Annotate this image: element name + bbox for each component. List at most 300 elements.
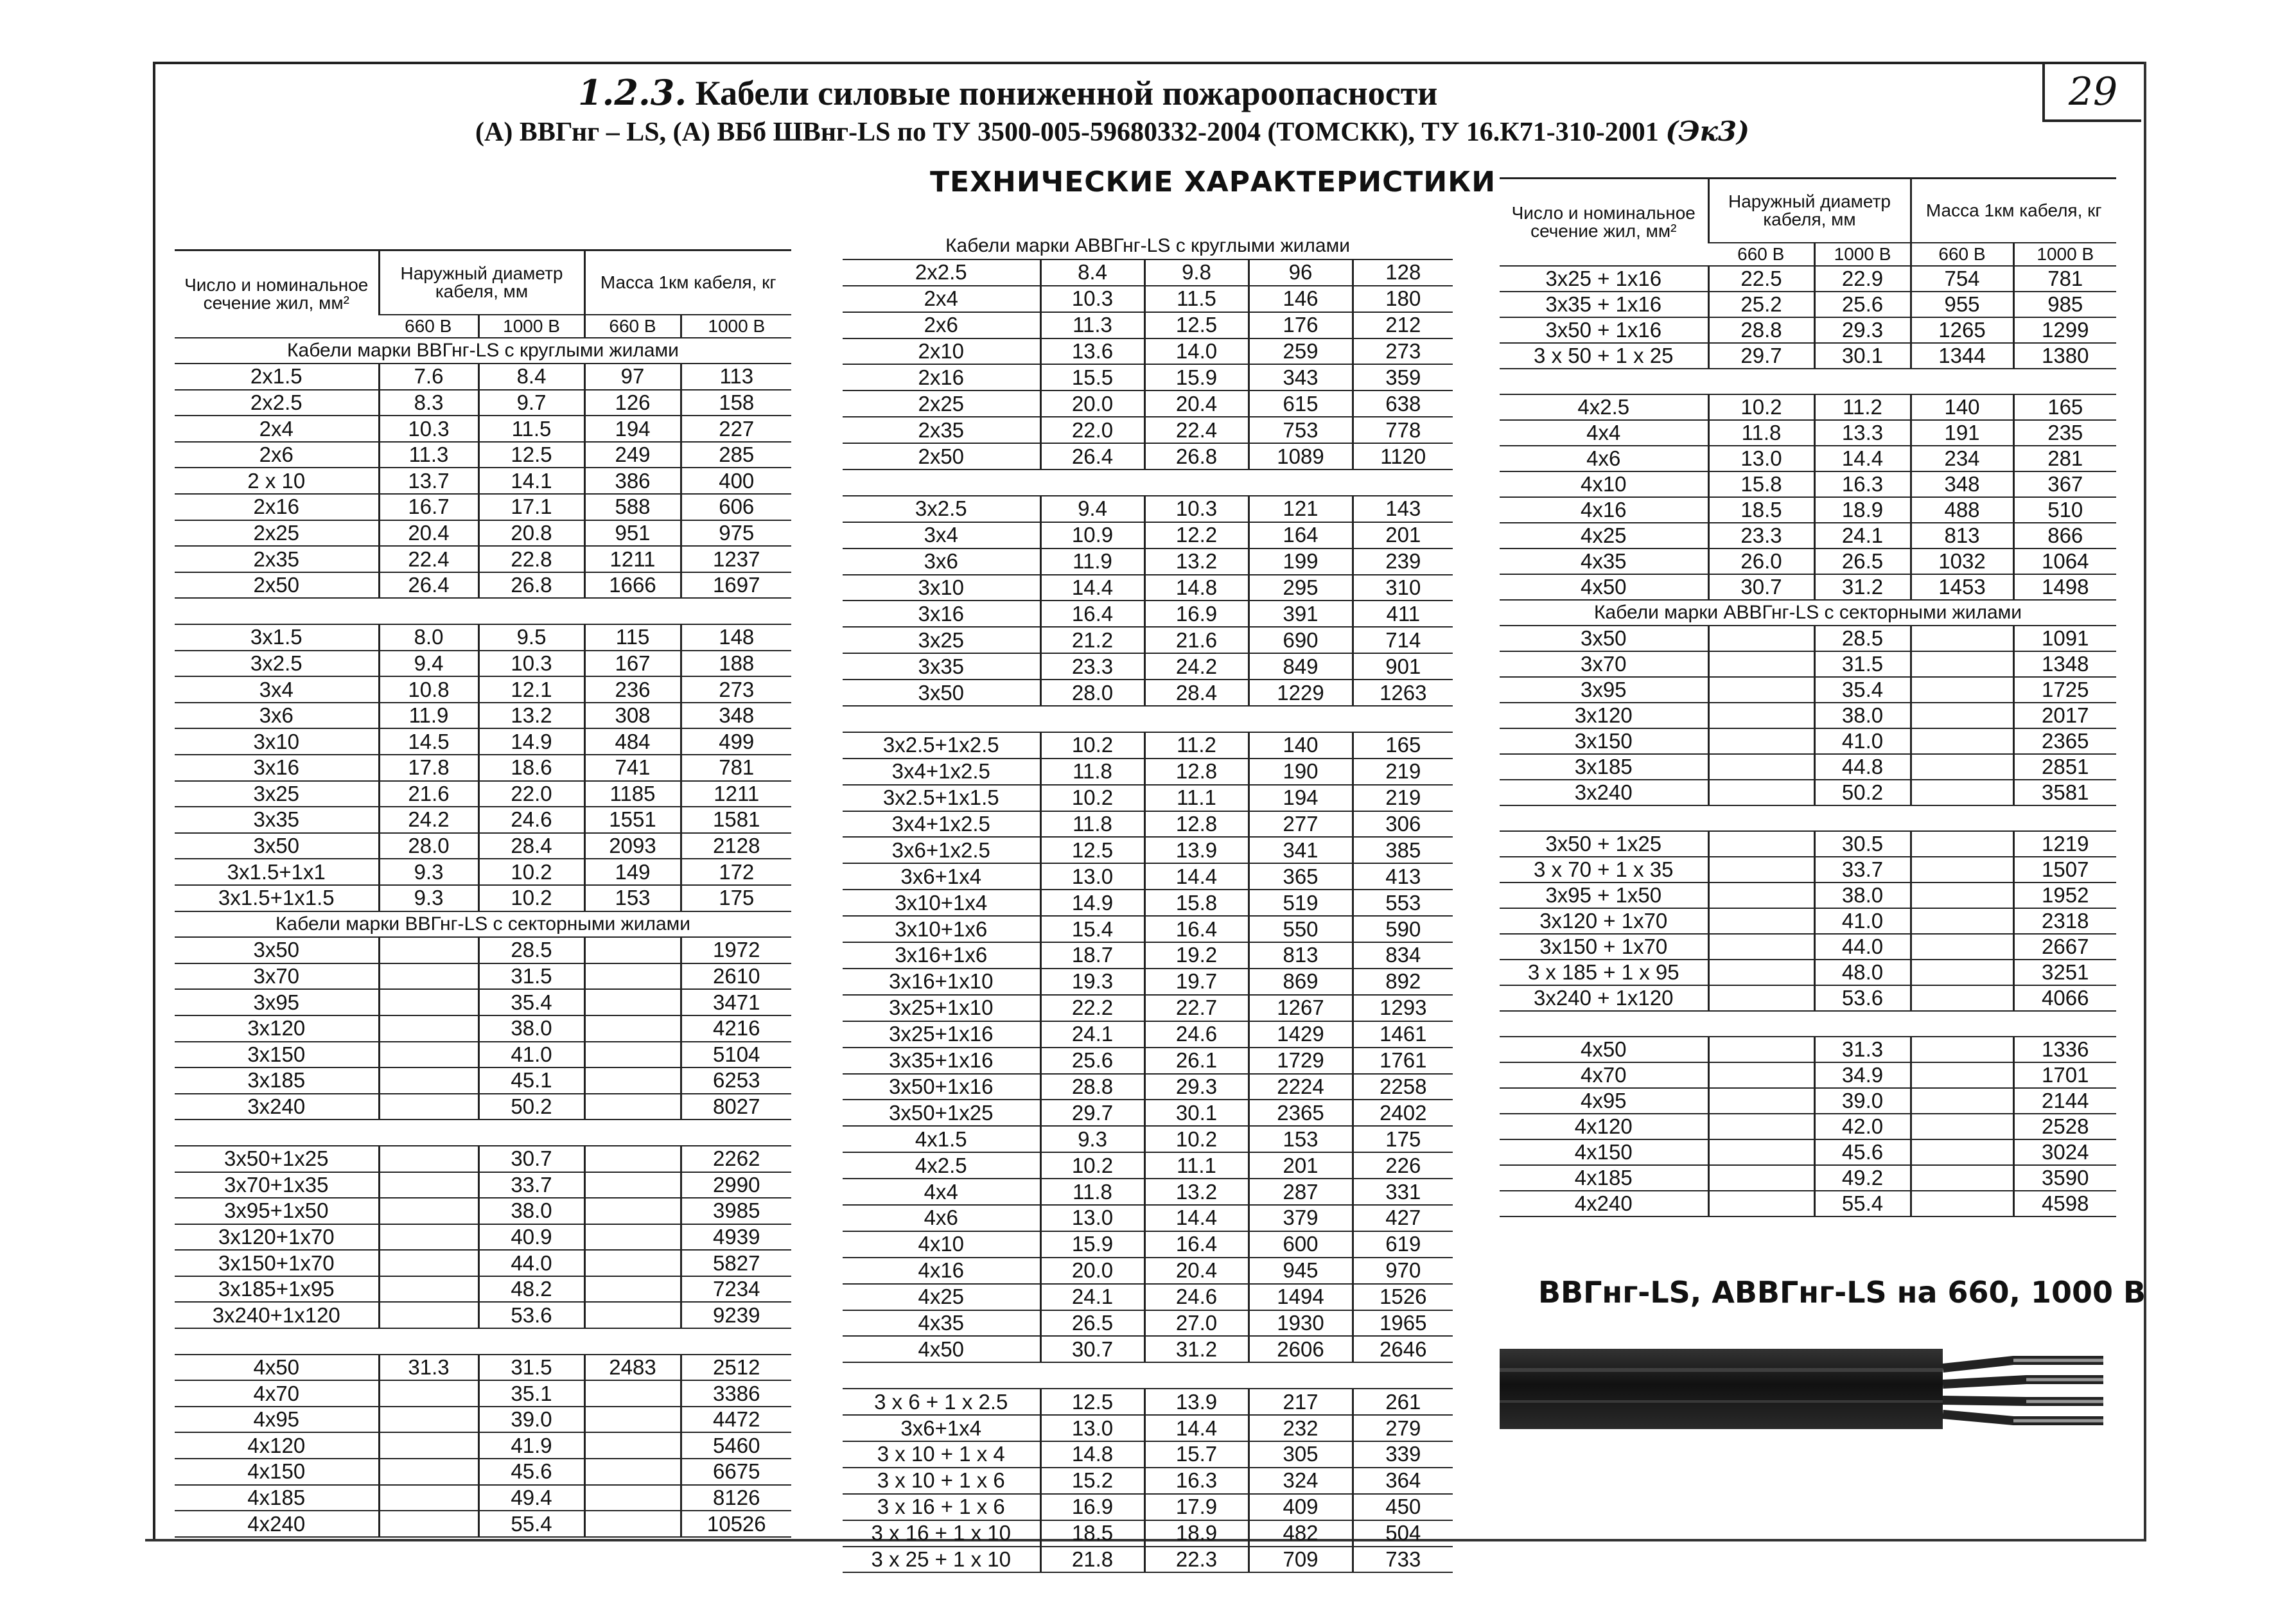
cell-diameter-1000 — [478, 1120, 584, 1146]
table-row — [843, 627, 1453, 653]
cell-diameter-1000: 14.4 — [1814, 446, 1911, 471]
cell-mass-1000: 2528 — [2013, 1114, 2116, 1139]
cell-diameter-1000: 24.6 — [1144, 1284, 1249, 1310]
cell-mass-1000 — [681, 1328, 791, 1355]
table-row — [175, 1146, 791, 1172]
cell-diameter-1000: 38.0 — [1814, 703, 1911, 728]
cell-diameter-1000: 33.7 — [478, 1172, 584, 1199]
cell-mass-1000: 1952 — [2013, 883, 2116, 908]
cell-section: 3x35+1x16 — [843, 1048, 1040, 1074]
cell-diameter-660: 15.2 — [1040, 1468, 1144, 1494]
cell-section: 2x4 — [843, 286, 1040, 312]
cell-diameter-1000: 49.4 — [478, 1485, 584, 1511]
cell-diameter-660: 17.8 — [379, 755, 478, 781]
cell-diameter-660 — [379, 598, 478, 624]
cell-diameter-1000 — [1144, 1362, 1249, 1389]
section-label: Кабели марки АВВГнг-LS с круглыми жилами — [843, 234, 1453, 259]
cell-mass-660 — [1911, 369, 2013, 394]
cell-mass-660: 754 — [1911, 266, 2013, 292]
table-row — [1500, 549, 2116, 574]
section-heading: ТЕХНИЧЕСКИЕ ХАРАКТЕРИСТИКИ — [930, 166, 1496, 198]
table-row — [843, 1494, 1453, 1520]
cell-mass-1000 — [2013, 369, 2116, 394]
cell-section: 2x4 — [175, 416, 379, 442]
cell-section: 4x95 — [175, 1407, 379, 1433]
cell-mass-1000: 450 — [1353, 1494, 1453, 1520]
cell-diameter-1000: 12.5 — [478, 442, 584, 468]
cell-diameter-1000: 35.4 — [1814, 677, 1911, 703]
cell-diameter-1000: 31.5 — [1814, 651, 1911, 677]
table-row — [843, 1100, 1453, 1126]
cell-diameter-660: 10.2 — [1040, 732, 1144, 759]
cell-diameter-660: 15.5 — [1040, 364, 1144, 391]
cell-mass-1000: 188 — [681, 651, 791, 677]
cell-mass-660: 1453 — [1911, 574, 2013, 600]
cell-mass-660 — [584, 1250, 681, 1276]
cell-diameter-1000: 14.8 — [1144, 575, 1249, 601]
cell-section: 3x35 — [175, 807, 379, 833]
cell-diameter-1000: 48.2 — [478, 1276, 584, 1303]
cell-mass-1000: 8027 — [681, 1094, 791, 1120]
cell-section: 3x240 + 1x120 — [1500, 985, 1708, 1011]
cell-section: 3x185+1x95 — [175, 1276, 379, 1303]
cell-mass-660: 194 — [584, 416, 681, 442]
cell-diameter-660 — [1708, 1191, 1814, 1216]
cell-mass-660: 365 — [1249, 863, 1353, 890]
cell-diameter-1000: 41.0 — [1814, 728, 1911, 754]
table-row — [843, 680, 1453, 706]
table-row — [1500, 523, 2116, 549]
cell-mass-1000: 212 — [1353, 312, 1453, 338]
cell-mass-660: 615 — [1249, 391, 1353, 417]
cell-diameter-660 — [379, 1042, 478, 1068]
cell-mass-660 — [584, 937, 681, 963]
table-row — [1500, 292, 2116, 317]
cell-mass-1000: 400 — [681, 468, 791, 494]
table-row — [843, 1415, 1453, 1441]
cell-mass-1000: 1219 — [2013, 831, 2116, 857]
cell-section: 3x16 — [175, 755, 379, 781]
cell-section: 2x6 — [175, 442, 379, 468]
cell-section: 3x2.5 — [843, 496, 1040, 522]
cell-mass-1000: 413 — [1353, 863, 1453, 890]
cell-section: 3x10+1x6 — [843, 916, 1040, 942]
cell-mass-1000: 2512 — [681, 1355, 791, 1381]
cell-diameter-1000: 9.7 — [478, 390, 584, 416]
table-row — [843, 1231, 1453, 1258]
table-row — [1500, 394, 2116, 420]
cell-mass-660 — [1911, 908, 2013, 934]
cell-diameter-1000: 35.4 — [478, 989, 584, 1015]
cell-mass-660 — [1911, 728, 2013, 754]
cell-section: 3x4+1x2.5 — [843, 811, 1040, 838]
cell-mass-1000: 3251 — [2013, 960, 2116, 985]
cell-diameter-1000: 28.5 — [1814, 626, 1911, 651]
cell-mass-660: 149 — [584, 859, 681, 885]
cell-mass-1000: 310 — [1353, 575, 1453, 601]
cell-mass-1000: 834 — [1353, 942, 1453, 969]
cell-diameter-1000: 9.5 — [478, 624, 584, 651]
cell-diameter-1000: 14.4 — [1144, 863, 1249, 890]
cell-diameter-660: 21.8 — [1040, 1547, 1144, 1573]
cell-diameter-1000: 31.2 — [1144, 1336, 1249, 1362]
cell-diameter-1000: 20.8 — [478, 520, 584, 547]
cell-mass-660: 190 — [1249, 759, 1353, 785]
section-row — [175, 911, 791, 938]
cell-mass-660: 305 — [1249, 1441, 1353, 1468]
cell-mass-1000: 1237 — [681, 546, 791, 572]
table-row — [1500, 857, 2116, 883]
cell-section: 4x6 — [1500, 446, 1708, 471]
cell-diameter-660 — [379, 1432, 478, 1459]
cell-diameter-660 — [379, 1094, 478, 1120]
table-row — [843, 732, 1453, 759]
cell-diameter-660 — [1708, 985, 1814, 1011]
cell-diameter-1000: 55.4 — [1814, 1191, 1911, 1216]
cell-diameter-660: 20.0 — [1040, 391, 1144, 417]
cell-section: 2x50 — [175, 572, 379, 599]
cell-diameter-1000 — [1144, 470, 1249, 496]
table-row — [1500, 266, 2116, 292]
cell-mass-660: 199 — [1249, 549, 1353, 575]
cell-section — [843, 470, 1040, 496]
cell-diameter-1000: 10.3 — [1144, 496, 1249, 522]
cell-diameter-660: 20.4 — [379, 520, 478, 547]
cell-mass-1000: 143 — [1353, 496, 1453, 522]
title-text: Кабели силовые пониженной пожароопасности — [695, 74, 1438, 112]
cell-section: 3x25+1x16 — [843, 1021, 1040, 1048]
cell-diameter-660: 14.9 — [1040, 890, 1144, 916]
table-row — [175, 1224, 791, 1251]
cell-mass-660: 813 — [1911, 523, 2013, 549]
cell-diameter-660 — [379, 1224, 478, 1251]
cell-section: 3x35 — [843, 653, 1040, 680]
cell-diameter-1000: 19.7 — [1144, 969, 1249, 995]
cell-section: 2x10 — [843, 338, 1040, 365]
table-row — [175, 520, 791, 547]
table-row — [843, 890, 1453, 916]
cell-diameter-660: 8.0 — [379, 624, 478, 651]
cell-diameter-1000: 14.9 — [478, 728, 584, 755]
cell-diameter-660 — [379, 1485, 478, 1511]
cell-diameter-660 — [1708, 857, 1814, 883]
cell-diameter-660: 18.7 — [1040, 942, 1144, 969]
cell-mass-1000: 3386 — [681, 1380, 791, 1407]
cell-section: 2 x 10 — [175, 468, 379, 494]
cell-mass-1000 — [1353, 470, 1453, 496]
table-row — [843, 364, 1453, 391]
cell-mass-1000: 2258 — [1353, 1074, 1453, 1100]
table-row — [175, 364, 791, 390]
cell-mass-1000: 714 — [1353, 627, 1453, 653]
section-label: Кабели марки ВВГнг-LS с круглыми жилами — [175, 338, 791, 364]
cell-section: 3 x 16 + 1 x 6 — [843, 1494, 1040, 1520]
table-row — [175, 1094, 791, 1120]
cell-mass-660: 519 — [1249, 890, 1353, 916]
cell-diameter-660: 8.4 — [1040, 259, 1144, 286]
cell-mass-660: 201 — [1249, 1152, 1353, 1179]
cell-diameter-660: 24.1 — [1040, 1284, 1144, 1310]
table-row — [175, 703, 791, 729]
cell-section: 3x50+1x16 — [843, 1074, 1040, 1100]
cell-diameter-1000: 31.2 — [1814, 574, 1911, 600]
cell-diameter-660 — [379, 1459, 478, 1485]
cell-mass-1000: 1725 — [2013, 677, 2116, 703]
cell-diameter-1000: 29.3 — [1814, 317, 1911, 343]
cell-mass-660: 167 — [584, 651, 681, 677]
cell-mass-1000: 273 — [681, 676, 791, 703]
cell-mass-1000: 7234 — [681, 1276, 791, 1303]
cell-mass-660: 951 — [584, 520, 681, 547]
cell-section — [843, 1362, 1040, 1389]
header-section: Число и номинальное сечение жил, мм² — [1500, 179, 1708, 266]
cell-mass-1000: 2144 — [2013, 1088, 2116, 1114]
cell-mass-660: 343 — [1249, 364, 1353, 391]
cell-diameter-660: 31.3 — [379, 1355, 478, 1381]
cell-diameter-1000: 30.7 — [478, 1146, 584, 1172]
header-mass: Масса 1км кабеля, кг — [584, 250, 791, 315]
cell-mass-1000: 5104 — [681, 1042, 791, 1068]
section-row — [1500, 600, 2116, 626]
cell-section: 3x2.5+1x1.5 — [843, 785, 1040, 811]
cell-section: 4x4 — [1500, 420, 1708, 446]
cell-mass-660: 153 — [1249, 1126, 1353, 1152]
cell-mass-1000: 2990 — [681, 1172, 791, 1199]
cell-diameter-1000: 10.2 — [1144, 1126, 1249, 1152]
cell-diameter-660: 22.4 — [379, 546, 478, 572]
cell-diameter-1000: 26.8 — [1144, 443, 1249, 470]
cell-mass-660: 1185 — [584, 781, 681, 807]
cell-mass-660: 379 — [1249, 1205, 1353, 1231]
table-row — [175, 1485, 791, 1511]
cell-diameter-660: 11.8 — [1708, 420, 1814, 446]
cell-mass-660 — [1911, 1037, 2013, 1062]
table-row — [175, 728, 791, 755]
cell-mass-660 — [584, 1328, 681, 1355]
cell-mass-660 — [1911, 1139, 2013, 1165]
table-row — [843, 1152, 1453, 1179]
cell-mass-660: 140 — [1249, 732, 1353, 759]
cell-mass-1000: 113 — [681, 364, 791, 390]
cell-diameter-660: 11.9 — [1040, 549, 1144, 575]
cell-diameter-1000: 26.1 — [1144, 1048, 1249, 1074]
cell-diameter-660: 23.3 — [1040, 653, 1144, 680]
cell-section: 3x50 — [843, 680, 1040, 706]
table-row — [1500, 831, 2116, 857]
cell-diameter-660: 10.9 — [1040, 522, 1144, 549]
header-660: 660 В — [584, 315, 681, 338]
cell-mass-1000: 781 — [2013, 266, 2116, 292]
cell-mass-660: 1429 — [1249, 1021, 1353, 1048]
table-row — [175, 1198, 791, 1224]
cell-mass-1000: 227 — [681, 416, 791, 442]
cell-mass-1000: 1299 — [2013, 317, 2116, 343]
cell-mass-660: 249 — [584, 442, 681, 468]
cell-mass-1000: 778 — [1353, 417, 1453, 443]
cell-diameter-1000: 18.6 — [478, 755, 584, 781]
table-row — [175, 1459, 791, 1485]
cell-section: 3 x 16 + 1 x 10 — [843, 1520, 1040, 1547]
cell-diameter-1000: 50.2 — [478, 1094, 584, 1120]
cell-mass-1000 — [681, 598, 791, 624]
cell-section: 3x70 — [1500, 651, 1708, 677]
cell-mass-660: 1229 — [1249, 680, 1353, 706]
cell-diameter-1000: 40.9 — [478, 1224, 584, 1251]
cell-section: 3x1.5+1x1 — [175, 859, 379, 885]
cell-diameter-1000 — [478, 1328, 584, 1355]
cell-diameter-660 — [1708, 626, 1814, 651]
cell-diameter-1000: 27.0 — [1144, 1310, 1249, 1337]
cell-diameter-660: 25.6 — [1040, 1048, 1144, 1074]
table-row — [1500, 471, 2116, 497]
cell-section: 3x70+1x35 — [175, 1172, 379, 1199]
cell-diameter-660 — [1708, 1165, 1814, 1191]
cell-mass-1000: 10526 — [681, 1511, 791, 1537]
cell-diameter-1000: 20.4 — [1144, 391, 1249, 417]
cell-section: 3x25 + 1x16 — [1500, 266, 1708, 292]
blank-row — [175, 598, 791, 624]
cell-diameter-660 — [379, 1146, 478, 1172]
cell-mass-1000: 1761 — [1353, 1048, 1453, 1074]
cell-mass-1000: 892 — [1353, 969, 1453, 995]
cell-mass-1000: 2318 — [2013, 908, 2116, 934]
cell-mass-660: 308 — [584, 703, 681, 729]
cell-diameter-660: 9.4 — [379, 651, 478, 677]
cell-mass-660: 1267 — [1249, 995, 1353, 1021]
cell-mass-660: 488 — [1911, 497, 2013, 523]
cell-diameter-1000: 17.1 — [478, 494, 584, 520]
cell-mass-660: 1032 — [1911, 549, 2013, 574]
cell-mass-1000: 1380 — [2013, 343, 2116, 369]
table-row — [1500, 1088, 2116, 1114]
cell-mass-1000: 219 — [1353, 785, 1453, 811]
cell-diameter-1000: 30.1 — [1144, 1100, 1249, 1126]
cell-diameter-1000: 44.0 — [1814, 934, 1911, 960]
cell-diameter-1000: 53.6 — [1814, 985, 1911, 1011]
cell-section: 3x4 — [175, 676, 379, 703]
cell-section: 2x16 — [175, 494, 379, 520]
cell-section — [175, 1328, 379, 1355]
section-row — [175, 338, 791, 364]
cell-section: 3x16+1x6 — [843, 942, 1040, 969]
cell-mass-1000: 201 — [1353, 522, 1453, 549]
cell-section: 3x120 — [175, 1015, 379, 1042]
table-row — [175, 1511, 791, 1537]
cell-mass-1000: 985 — [2013, 292, 2116, 317]
table-row — [843, 1074, 1453, 1100]
cell-diameter-660 — [379, 1250, 478, 1276]
cell-diameter-1000: 38.0 — [1814, 883, 1911, 908]
cell-mass-1000: 339 — [1353, 1441, 1453, 1468]
cell-mass-660: 234 — [1911, 446, 2013, 471]
cell-mass-660: 600 — [1249, 1231, 1353, 1258]
table-row — [843, 1441, 1453, 1468]
table-row — [843, 1520, 1453, 1547]
cell-diameter-660: 22.2 — [1040, 995, 1144, 1021]
cell-mass-660 — [1911, 1114, 2013, 1139]
cell-diameter-660: 13.0 — [1040, 863, 1144, 890]
table-row — [843, 759, 1453, 785]
table-row — [1500, 728, 2116, 754]
cell-diameter-1000: 9.8 — [1144, 259, 1249, 286]
cell-diameter-1000: 15.9 — [1144, 364, 1249, 391]
cell-section — [1500, 369, 1708, 394]
cell-mass-660 — [1911, 805, 2013, 831]
cell-mass-1000: 148 — [681, 624, 791, 651]
cell-mass-660: 194 — [1249, 785, 1353, 811]
table-row — [175, 416, 791, 442]
cell-mass-660: 690 — [1249, 627, 1353, 653]
cell-section: 3 x 70 + 1 x 35 — [1500, 857, 1708, 883]
cell-mass-660: 2483 — [584, 1355, 681, 1381]
cell-mass-1000: 2851 — [2013, 754, 2116, 780]
cell-mass-1000: 9239 — [681, 1302, 791, 1328]
table-row — [843, 1179, 1453, 1205]
cell-mass-1000: 1701 — [2013, 1062, 2116, 1088]
cell-diameter-660: 29.7 — [1708, 343, 1814, 369]
cell-section: 3x1.5+1x1.5 — [175, 885, 379, 911]
cell-section: 3 x 10 + 1 x 4 — [843, 1441, 1040, 1468]
cell-section: 3x16 — [843, 601, 1040, 627]
cell-diameter-660 — [1708, 1139, 1814, 1165]
cell-diameter-1000: 11.2 — [1144, 732, 1249, 759]
cell-diameter-660: 11.8 — [1040, 1179, 1144, 1205]
cell-diameter-660: 10.2 — [1040, 785, 1144, 811]
cell-section — [843, 706, 1040, 732]
cell-section: 4x2.5 — [843, 1152, 1040, 1179]
cell-diameter-660: 13.0 — [1040, 1205, 1144, 1231]
cell-diameter-660: 18.5 — [1040, 1520, 1144, 1547]
cell-diameter-1000: 34.9 — [1814, 1062, 1911, 1088]
cell-mass-1000: 2646 — [1353, 1336, 1453, 1362]
cell-mass-660 — [1911, 831, 2013, 857]
cell-mass-1000: 4598 — [2013, 1191, 2116, 1216]
cell-diameter-1000: 11.1 — [1144, 785, 1249, 811]
cell-mass-1000: 385 — [1353, 837, 1453, 863]
cell-mass-660 — [584, 1407, 681, 1433]
cell-section: 3x185 — [1500, 754, 1708, 780]
cell-section: 3x50 + 1x25 — [1500, 831, 1708, 857]
cell-diameter-660 — [1708, 908, 1814, 934]
cell-mass-1000: 158 — [681, 390, 791, 416]
cell-diameter-660 — [1708, 1037, 1814, 1062]
cell-diameter-1000: 13.3 — [1814, 420, 1911, 446]
cell-diameter-660 — [1708, 651, 1814, 677]
table-row — [1500, 574, 2116, 600]
cell-mass-1000: 1965 — [1353, 1310, 1453, 1337]
cell-mass-660 — [584, 1146, 681, 1172]
cell-mass-1000: 261 — [1353, 1389, 1453, 1415]
cell-mass-660: 176 — [1249, 312, 1353, 338]
cell-mass-1000: 1498 — [2013, 574, 2116, 600]
table-row — [175, 1042, 791, 1068]
cell-diameter-660: 7.6 — [379, 364, 478, 390]
cell-section: 3 x 50 + 1 x 25 — [1500, 343, 1708, 369]
section-row — [843, 234, 1453, 259]
cell-diameter-660: 11.3 — [1040, 312, 1144, 338]
cell-diameter-660: 21.2 — [1040, 627, 1144, 653]
cell-section: 4x50 — [175, 1355, 379, 1381]
table-row — [843, 1547, 1453, 1573]
cell-mass-660: 96 — [1249, 259, 1353, 286]
cell-diameter-1000: 18.9 — [1814, 497, 1911, 523]
cell-mass-660 — [584, 963, 681, 990]
cell-diameter-1000: 12.8 — [1144, 811, 1249, 838]
cable-photo — [1500, 1342, 2103, 1439]
cell-diameter-660: 28.8 — [1708, 317, 1814, 343]
cell-section: 4x50 — [1500, 1037, 1708, 1062]
cell-mass-660: 153 — [584, 885, 681, 911]
